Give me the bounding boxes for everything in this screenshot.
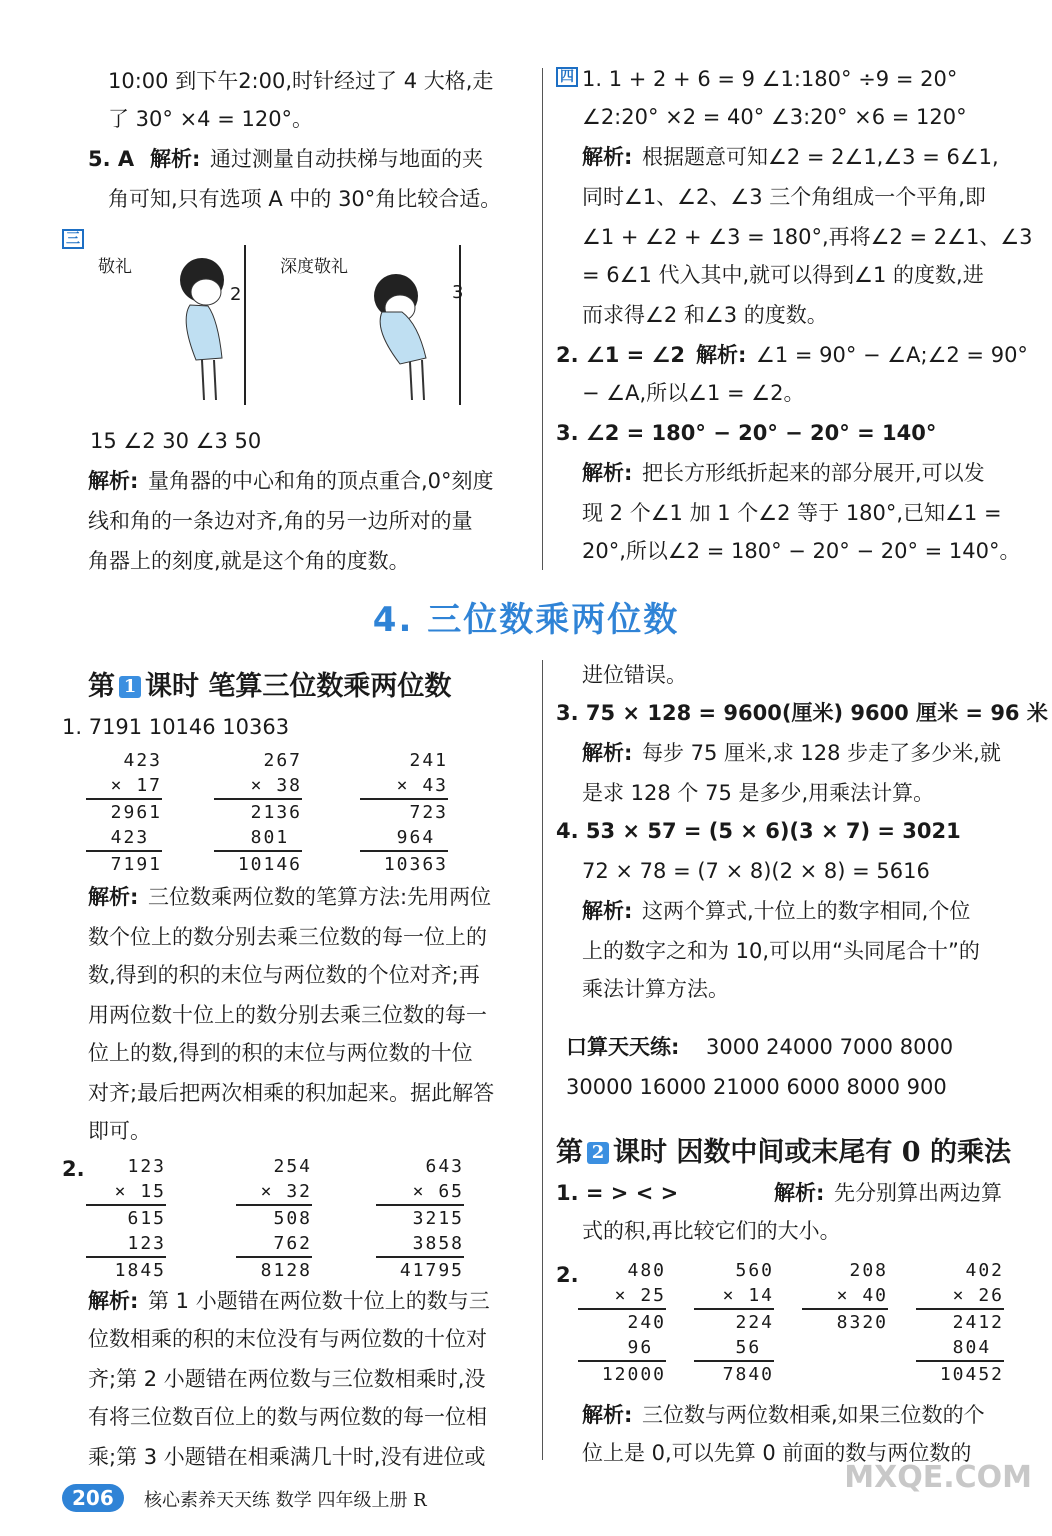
- text-line: 现 2 个∠1 加 1 个∠2 等于 180°,已知∠1 =: [582, 501, 1002, 525]
- answers-row: 15 ∠2 30 ∠3 50: [90, 429, 262, 453]
- text-line: 每步 75 厘米,求 128 步走了多少米,就: [642, 741, 1001, 765]
- q2-label: 2.: [556, 1263, 579, 1287]
- q2-label: 2.: [62, 1157, 85, 1181]
- text-line: 式的积,再比较它们的大小。: [582, 1219, 841, 1243]
- text-line: 通过测量自动扶梯与地面的夹: [210, 147, 483, 171]
- text-line: 位数相乘的积的末位没有与两位数的十位对: [88, 1327, 487, 1351]
- fig2-caption: 深度敬礼: [280, 257, 348, 277]
- text-line: 1. = > < >: [556, 1181, 679, 1205]
- exp-label: 解析:: [88, 469, 139, 493]
- text-line: 4. 53 × 57 = (5 × 6)(3 × 7) = 3021: [556, 819, 961, 843]
- vertical-calc: 643 × 65 3215 3858 41795: [376, 1154, 464, 1283]
- vertical-calc: 560 × 14 224 56 7840: [694, 1258, 774, 1387]
- text-line: 对齐;最后把两次相乘的积加起来。据此解答: [88, 1081, 495, 1105]
- text-line: 乘法计算方法。: [582, 977, 729, 1001]
- text-line: 3. ∠2 = 180° − 20° − 20° = 140°: [556, 421, 937, 445]
- column-divider: [542, 68, 543, 570]
- text-line: 了 30° ×4 = 120°。: [108, 107, 314, 131]
- text-line: 而求得∠2 和∠3 的度数。: [582, 303, 828, 327]
- chapter-title: 4. 三位数乘两位数: [372, 600, 680, 640]
- bow-figure-2: [270, 240, 470, 410]
- text-line: 线和角的一条边对齐,角的另一边所对的量: [88, 509, 473, 533]
- text-line: 把长方形纸折起来的部分展开,可以发: [642, 461, 985, 485]
- exp-label: 解析:: [774, 1181, 825, 1205]
- text-line: 同时∠1、∠2、∠3 三个角组成一个平角,即: [582, 185, 986, 209]
- text-line: 位上是 0,可以先算 0 前面的数与两位数的: [582, 1441, 972, 1465]
- vertical-calc: 208 × 40 8320: [802, 1258, 888, 1335]
- vertical-calc: 123 × 15 615 123 1845: [86, 1154, 166, 1283]
- book-title: 核心素养天天练 数学 四年级上册 R: [144, 1490, 427, 1511]
- text-line: 角可知,只有选项 A 中的 30°角比较合适。: [108, 187, 502, 211]
- text-line: 数个位上的数分别去乘三位数的每一位上的: [88, 925, 487, 949]
- girl-bowing-illustration: [90, 240, 260, 410]
- text-line: 三位数乘两位数的笔算方法:先用两位: [148, 885, 492, 909]
- exp-label: 解析:: [582, 461, 633, 485]
- text-line: 第 1 小题错在两位数十位上的数与三: [148, 1289, 490, 1313]
- text-line: 乘;第 3 小题错在相乘满几十时,没有进位或: [88, 1445, 486, 1469]
- text-line: 角器上的刻度,就是这个角的度数。: [88, 549, 410, 573]
- fig1-caption: 敬礼: [98, 257, 132, 277]
- text-line: 先分别算出两边算: [834, 1181, 1002, 1205]
- text-line: 齐;第 2 小题错在两位数与三位数相乘时,没: [88, 1367, 486, 1391]
- fig2-mark: 3: [452, 282, 464, 303]
- text-line: 这两个算式,十位上的数字相同,个位: [642, 899, 971, 923]
- vertical-calc: 267 × 38 2136 801 10146: [214, 748, 302, 877]
- section-badge-4: 四: [556, 64, 578, 90]
- exp-label: 解析:: [696, 343, 747, 367]
- text-line: 位上的数,得到的积的末位与两位数的十位: [88, 1041, 473, 1065]
- text-line: 72 × 78 = (7 × 8)(2 × 8) = 5616: [582, 859, 930, 883]
- text-line: 量角器的中心和角的顶点重合,0°刻度: [148, 469, 494, 493]
- text-line: 1. 1 + 2 + 6 = 9 ∠1:180° ÷9 = 20°: [582, 67, 958, 91]
- vertical-calc: 423 × 17 2961 423 7191: [86, 748, 162, 877]
- fig1-mark: 2: [230, 284, 242, 305]
- bow-figure-1: [90, 240, 260, 410]
- text-line: ∠2:20° ×2 = 40° ∠3:20° ×6 = 120°: [582, 105, 967, 129]
- q1-answers: 1. 7191 10146 10363: [62, 715, 290, 739]
- text-line: 上的数字之和为 10,可以用“头同尾合十”的: [582, 939, 980, 963]
- text-line: 三位数与两位数相乘,如果三位数的个: [642, 1403, 985, 1427]
- text-line: 10:00 到下午2:00,时针经过了 4 大格,走: [108, 69, 494, 93]
- text-line: = 6∠1 代入其中,就可以得到∠1 的度数,进: [582, 263, 984, 287]
- exp-label: 解析:: [582, 899, 633, 923]
- text-line: 数,得到的积的末位与两位数的个位对齐;再: [88, 963, 480, 987]
- text-line: 是求 128 个 75 是多少,用乘法计算。: [582, 781, 935, 805]
- text-line: 用两位数十位上的数分别去乘三位数的每一: [88, 1003, 487, 1027]
- exp-label: 解析:: [582, 741, 633, 765]
- watermark: MXQE.COM: [844, 1460, 1032, 1495]
- girl-deep-bowing-illustration: [270, 240, 470, 410]
- text-line: 进位错误。: [582, 663, 687, 687]
- text-line: 即可。: [88, 1119, 151, 1143]
- text-line: − ∠A,所以∠1 = ∠2。: [582, 381, 805, 405]
- drill-label: 口算天天练:: [566, 1035, 680, 1059]
- text-line: ∠1 = 90° − ∠A;∠2 = 90°: [756, 343, 1028, 367]
- lesson-2-heading: 第 2 课时 因数中间或末尾有 0 的乘法: [556, 1137, 1011, 1168]
- text-line: 3. 75 × 128 = 9600(厘米) 9600 厘米 = 96 米: [556, 701, 1048, 725]
- exp-label: 解析:: [150, 147, 201, 171]
- drill-answers: 30000 16000 21000 6000 8000 900: [566, 1075, 947, 1099]
- vertical-calc: 480 × 25 240 96 12000: [578, 1258, 666, 1387]
- section-badge-3: 三: [62, 226, 84, 252]
- text-line: ∠1 + ∠2 + ∠3 = 180°,再将∠2 = 2∠1、∠3: [582, 225, 1033, 249]
- exp-label: 解析:: [582, 1403, 633, 1427]
- column-divider: [542, 660, 543, 1460]
- text-line: 有将三位数百位上的数与两位数的每一位相: [88, 1405, 487, 1429]
- vertical-calc: 402 × 26 2412 804 10452: [916, 1258, 1004, 1387]
- exp-label: 解析:: [88, 1289, 139, 1313]
- exp-label: 解析:: [88, 885, 139, 909]
- page-number: 206: [62, 1484, 124, 1512]
- lesson-1-heading: 第 1 课时 笔算三位数乘两位数: [88, 671, 452, 702]
- text-line: 根据题意可知∠2 = 2∠1,∠3 = 6∠1,: [642, 145, 999, 169]
- vertical-calc: 241 × 43 723 964 10363: [360, 748, 448, 877]
- q5-answer: 5. A: [88, 147, 135, 171]
- text-line: 20°,所以∠2 = 180° − 20° − 20° = 140°。: [582, 539, 1021, 563]
- exp-label: 解析:: [582, 145, 633, 169]
- vertical-calc: 254 × 32 508 762 8128: [236, 1154, 312, 1283]
- drill-answers: 3000 24000 7000 8000: [706, 1035, 954, 1059]
- text-line: 2. ∠1 = ∠2: [556, 343, 685, 367]
